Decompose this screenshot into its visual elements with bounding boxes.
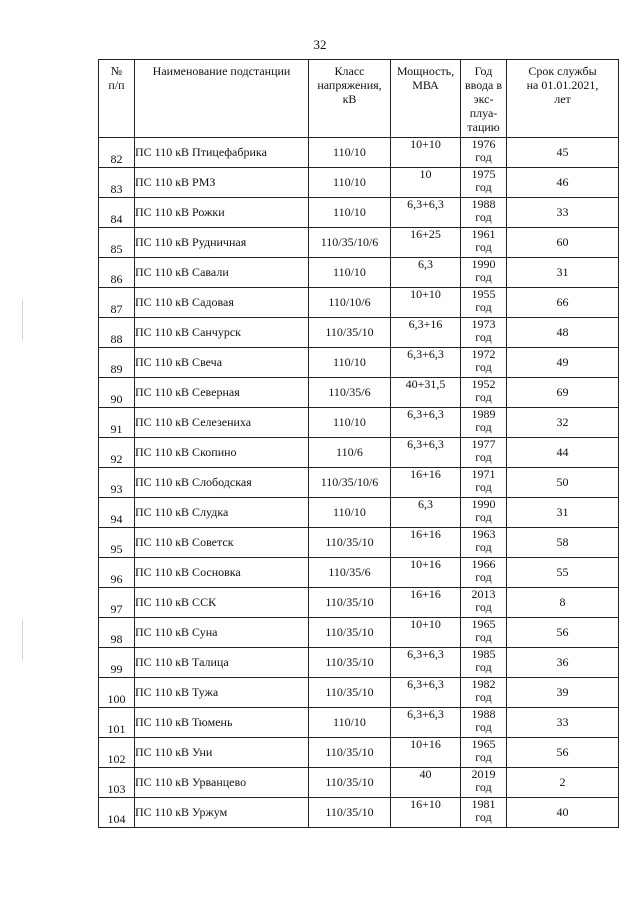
substation-name: ПС 110 кВ Сосновка [135, 558, 309, 588]
service-life-years: 31 [507, 498, 619, 528]
substation-name: ПС 110 кВ Северная [135, 378, 309, 408]
service-life-years: 58 [507, 528, 619, 558]
power-mva: 10+10 [391, 138, 461, 168]
substation-name: ПС 110 кВ Селезениха [135, 408, 309, 438]
substation-name: ПС 110 кВ Птицефабрика [135, 138, 309, 168]
commissioning-year: 1982 год [461, 678, 507, 708]
voltage-class: 110/35/10 [309, 738, 391, 768]
table-row [99, 138, 619, 168]
row-number: 83 [99, 168, 135, 198]
substation-name: ПС 110 кВ Садовая [135, 288, 309, 318]
table-row [99, 408, 619, 438]
substations-table [98, 59, 619, 828]
service-life-years: 39 [507, 678, 619, 708]
page-number: 32 [313, 37, 327, 52]
substation-name: ПС 110 кВ Свеча [135, 348, 309, 378]
service-life-years: 32 [507, 408, 619, 438]
service-life-years: 48 [507, 318, 619, 348]
substation-name: ПС 110 кВ Уржум [135, 798, 309, 828]
row-number: 87 [99, 288, 135, 318]
voltage-class: 110/10 [309, 138, 391, 168]
voltage-class: 110/35/6 [309, 558, 391, 588]
voltage-class: 110/35/10/6 [309, 228, 391, 258]
commissioning-year: 1977 год [461, 438, 507, 468]
voltage-class: 110/35/6 [309, 378, 391, 408]
commissioning-year: 1988 год [461, 708, 507, 738]
voltage-class: 110/35/10 [309, 618, 391, 648]
substation-name: ПС 110 кВ Советск [135, 528, 309, 558]
header-commissioning-year: Год ввода в экс- плуа- тацию [461, 60, 507, 138]
power-mva: 6,3+6,3 [391, 348, 461, 378]
voltage-class: 110/6 [309, 438, 391, 468]
voltage-class: 110/35/10 [309, 528, 391, 558]
service-life-years: 2 [507, 768, 619, 798]
power-mva: 6,3+6,3 [391, 438, 461, 468]
power-mva: 16+16 [391, 528, 461, 558]
commissioning-year: 1952 год [461, 378, 507, 408]
power-mva: 16+16 [391, 468, 461, 498]
commissioning-year: 1985 год [461, 648, 507, 678]
power-mva: 6,3 [391, 498, 461, 528]
row-number: 85 [99, 228, 135, 258]
row-number: 102 [99, 738, 135, 768]
table-row [99, 198, 619, 228]
voltage-class: 110/35/10 [309, 588, 391, 618]
voltage-class: 110/10 [309, 258, 391, 288]
commissioning-year: 1975 год [461, 168, 507, 198]
table-row [99, 528, 619, 558]
row-number: 98 [99, 618, 135, 648]
table-row [99, 648, 619, 678]
service-life-years: 50 [507, 468, 619, 498]
commissioning-year: 1971 год [461, 468, 507, 498]
table-row [99, 228, 619, 258]
table-row [99, 168, 619, 198]
table-row [99, 618, 619, 648]
commissioning-year: 1990 год [461, 498, 507, 528]
commissioning-year: 2019 год [461, 768, 507, 798]
row-number: 95 [99, 528, 135, 558]
commissioning-year: 1955 год [461, 288, 507, 318]
row-number: 82 [99, 138, 135, 168]
substation-name: ПС 110 кВ Санчурск [135, 318, 309, 348]
voltage-class: 110/35/10 [309, 318, 391, 348]
commissioning-year: 1988 год [461, 198, 507, 228]
commissioning-year: 1965 год [461, 738, 507, 768]
substation-name: ПС 110 кВ Рожки [135, 198, 309, 228]
row-number: 100 [99, 678, 135, 708]
row-number: 92 [99, 438, 135, 468]
commissioning-year: 1976 год [461, 138, 507, 168]
power-mva: 16+10 [391, 798, 461, 828]
substation-name: ПС 110 кВ Слободская [135, 468, 309, 498]
header-substation-name: Наименование подстанции [135, 60, 309, 138]
row-number: 101 [99, 708, 135, 738]
power-mva: 6,3+6,3 [391, 198, 461, 228]
voltage-class: 110/35/10 [309, 678, 391, 708]
power-mva: 10+10 [391, 618, 461, 648]
commissioning-year: 2013 год [461, 588, 507, 618]
row-number: 97 [99, 588, 135, 618]
commissioning-year: 1966 год [461, 558, 507, 588]
row-number: 91 [99, 408, 135, 438]
table-row [99, 678, 619, 708]
voltage-class: 110/10 [309, 708, 391, 738]
table-row [99, 348, 619, 378]
table-row [99, 798, 619, 828]
service-life-years: 55 [507, 558, 619, 588]
row-number: 104 [99, 798, 135, 828]
power-mva: 10+16 [391, 738, 461, 768]
row-number: 89 [99, 348, 135, 378]
service-life-years: 69 [507, 378, 619, 408]
voltage-class: 110/10/6 [309, 288, 391, 318]
voltage-class: 110/10 [309, 498, 391, 528]
substation-name: ПС 110 кВ Урванцево [135, 768, 309, 798]
row-number: 96 [99, 558, 135, 588]
commissioning-year: 1961 год [461, 228, 507, 258]
power-mva: 10+16 [391, 558, 461, 588]
table-row [99, 498, 619, 528]
power-mva: 6,3+6,3 [391, 408, 461, 438]
power-mva: 16+16 [391, 588, 461, 618]
commissioning-year: 1963 год [461, 528, 507, 558]
header-power: Мощность, МВА [391, 60, 461, 138]
voltage-class: 110/10 [309, 168, 391, 198]
substation-name: ПС 110 кВ Скопино [135, 438, 309, 468]
header-voltage-class: Класс напряжения, кВ [309, 60, 391, 138]
power-mva: 10 [391, 168, 461, 198]
power-mva: 6,3+6,3 [391, 708, 461, 738]
row-number: 84 [99, 198, 135, 228]
power-mva: 10+10 [391, 288, 461, 318]
row-number: 103 [99, 768, 135, 798]
substation-name: ПС 110 кВ Савали [135, 258, 309, 288]
table-row [99, 438, 619, 468]
table-row [99, 318, 619, 348]
voltage-class: 110/10 [309, 408, 391, 438]
table-row [99, 378, 619, 408]
table-row [99, 288, 619, 318]
scan-edge-mark [22, 620, 23, 660]
substation-name: ПС 110 кВ Суна [135, 618, 309, 648]
power-mva: 16+25 [391, 228, 461, 258]
table-row [99, 258, 619, 288]
substation-name: ПС 110 кВ Талица [135, 648, 309, 678]
row-number: 93 [99, 468, 135, 498]
power-mva: 6,3 [391, 258, 461, 288]
substation-name: ПС 110 кВ Тюмень [135, 708, 309, 738]
voltage-class: 110/35/10 [309, 648, 391, 678]
row-number: 86 [99, 258, 135, 288]
service-life-years: 56 [507, 738, 619, 768]
voltage-class: 110/35/10 [309, 768, 391, 798]
service-life-years: 66 [507, 288, 619, 318]
service-life-years: 8 [507, 588, 619, 618]
power-mva: 6,3+6,3 [391, 678, 461, 708]
row-number: 90 [99, 378, 135, 408]
substation-name: ПС 110 кВ Рудничная [135, 228, 309, 258]
power-mva: 6,3+6,3 [391, 648, 461, 678]
substation-name: ПС 110 кВ Уни [135, 738, 309, 768]
service-life-years: 45 [507, 138, 619, 168]
table-row [99, 708, 619, 738]
row-number: 88 [99, 318, 135, 348]
service-life-years: 49 [507, 348, 619, 378]
commissioning-year: 1965 год [461, 618, 507, 648]
commissioning-year: 1972 год [461, 348, 507, 378]
voltage-class: 110/10 [309, 198, 391, 228]
row-number: 99 [99, 648, 135, 678]
power-mva: 40 [391, 768, 461, 798]
voltage-class: 110/35/10 [309, 798, 391, 828]
commissioning-year: 1981 год [461, 798, 507, 828]
service-life-years: 36 [507, 648, 619, 678]
voltage-class: 110/10 [309, 348, 391, 378]
substation-name: ПС 110 кВ Слудка [135, 498, 309, 528]
service-life-years: 44 [507, 438, 619, 468]
service-life-years: 56 [507, 618, 619, 648]
header-number: № п/п [99, 60, 135, 138]
service-life-years: 31 [507, 258, 619, 288]
service-life-years: 46 [507, 168, 619, 198]
table-row [99, 558, 619, 588]
table-row [99, 588, 619, 618]
substation-name: ПС 110 кВ ССК [135, 588, 309, 618]
power-mva: 6,3+16 [391, 318, 461, 348]
commissioning-year: 1990 год [461, 258, 507, 288]
substation-name: ПС 110 кВ Тужа [135, 678, 309, 708]
table-row [99, 738, 619, 768]
scan-edge-mark [22, 300, 23, 340]
table-header-row [99, 60, 619, 138]
service-life-years: 33 [507, 708, 619, 738]
commissioning-year: 1973 год [461, 318, 507, 348]
power-mva: 40+31,5 [391, 378, 461, 408]
substation-name: ПС 110 кВ РМЗ [135, 168, 309, 198]
table-row [99, 768, 619, 798]
header-service-life: Срок службы на 01.01.2021, лет [507, 60, 619, 138]
service-life-years: 60 [507, 228, 619, 258]
service-life-years: 40 [507, 798, 619, 828]
commissioning-year: 1989 год [461, 408, 507, 438]
service-life-years: 33 [507, 198, 619, 228]
row-number: 94 [99, 498, 135, 528]
voltage-class: 110/35/10/6 [309, 468, 391, 498]
table-row [99, 468, 619, 498]
